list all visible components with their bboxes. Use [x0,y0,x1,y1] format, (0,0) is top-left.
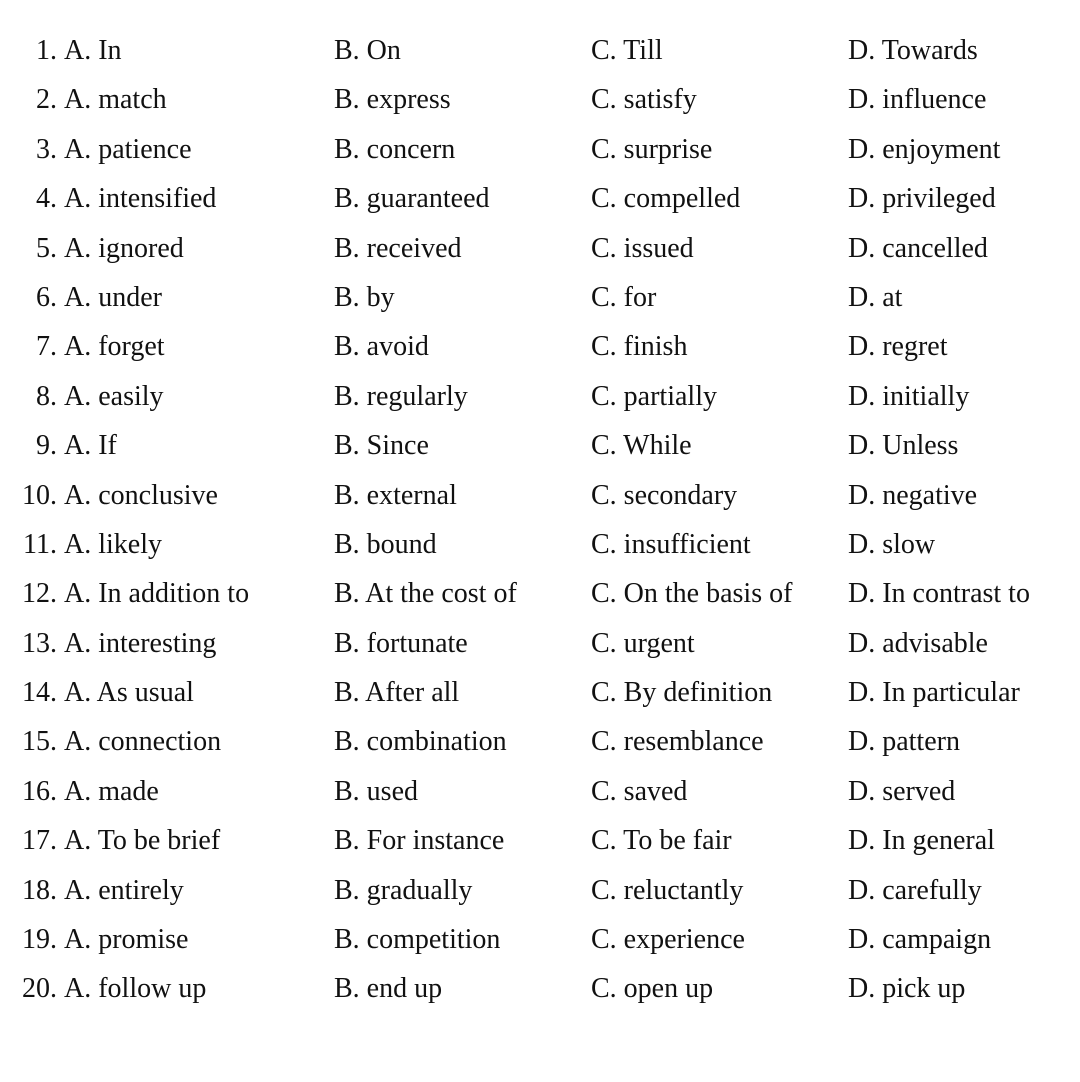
option-d: D. served [848,775,956,807]
question-row [0,322,1080,371]
question-row [0,174,1080,223]
option-b: B. received [334,232,462,264]
option-a: A. promise [64,924,189,956]
option-c: C. Till [591,35,663,66]
option-a: A. entirely [64,874,184,906]
question-number: 12. [22,578,57,610]
option-d: D. In general [848,825,995,857]
question-number: 9. [36,430,57,462]
option-c: C. surprise [591,133,713,165]
question-row [0,668,1080,717]
option-b: B. For instance [334,825,505,857]
option-d: D. at [848,281,903,313]
option-a: A. patience [64,133,192,165]
question-number: 13. [22,627,57,659]
option-b: B. guaranteed [334,183,490,215]
option-b: B. On [334,35,401,66]
option-c: C. resemblance [591,726,764,758]
option-c: C. On the basis of [591,578,793,610]
option-b: B. express [334,84,451,116]
question-row [0,866,1080,915]
option-d: D. negative [848,479,978,511]
question-row [0,520,1080,569]
option-c: C. compelled [591,183,741,215]
option-b: B. external [334,479,457,511]
option-b: B. by [334,281,395,313]
question-row [0,421,1080,470]
question-number: 6. [36,281,57,313]
question-row [0,816,1080,865]
option-c: C. issued [591,232,694,264]
option-d: D. carefully [848,874,982,906]
option-d: D. privileged [848,183,996,215]
option-c: C. finish [591,331,688,363]
option-b: B. At the cost of [334,578,517,610]
option-b: B. Since [334,430,429,462]
question-row [0,273,1080,322]
question-row [0,717,1080,766]
option-b: B. gradually [334,874,473,906]
option-d: D. initially [848,380,970,412]
option-b: B. used [334,775,418,807]
question-number: 11. [23,528,57,560]
option-b: B. competition [334,924,501,956]
option-d: D. Towards [848,35,978,66]
option-d: D. regret [848,331,948,363]
question-row [0,569,1080,618]
question-number: 2. [36,84,57,116]
question-number: 10. [22,479,57,511]
option-a: A. easily [64,380,164,412]
option-d: D. campaign [848,924,992,956]
question-number: 14. [22,677,57,709]
option-b: B. regularly [334,380,468,412]
option-c: C. reluctantly [591,874,744,906]
option-a: A. connection [64,726,222,758]
question-number: 4. [36,183,57,215]
option-a: A. intensified [64,183,217,215]
option-d: D. influence [848,84,987,116]
option-c: C. satisfy [591,84,697,116]
option-c: C. for [591,281,657,313]
question-row [0,964,1080,1013]
option-a: A. likely [64,528,162,560]
option-c: C. saved [591,775,688,807]
option-a: A. under [64,281,162,313]
option-a: A. ignored [64,232,184,264]
option-d: D. cancelled [848,232,988,264]
option-c: C. urgent [591,627,695,659]
option-a: A. In addition to [64,578,250,610]
question-number: 20. [22,973,57,1005]
question-number: 15. [22,726,57,758]
option-a: A. forget [64,331,165,363]
question-row [0,915,1080,964]
option-c: C. secondary [591,479,738,511]
option-b: B. After all [334,677,460,709]
option-c: C. partially [591,380,717,412]
option-a: A. To be brief [64,825,221,857]
question-number: 1. [36,35,57,66]
question-number: 7. [36,331,57,363]
option-c: C. While [591,430,692,462]
option-b: B. combination [334,726,507,758]
option-b: B. concern [334,133,456,165]
question-number: 16. [22,775,57,807]
option-c: C. open up [591,973,714,1005]
option-c: C. experience [591,924,745,956]
option-a: A. If [64,430,117,462]
option-d: D. enjoyment [848,133,1001,165]
question-row [0,125,1080,174]
option-d: D. pattern [848,726,960,758]
option-c: C. By definition [591,677,773,709]
question-row [0,471,1080,520]
question-number: 3. [36,133,57,165]
option-d: D. Unless [848,430,959,462]
question-number: 18. [22,874,57,906]
question-list [0,26,1080,1014]
option-b: B. fortunate [334,627,468,659]
option-b: B. end up [334,973,443,1005]
question-row [0,372,1080,421]
option-b: B. avoid [334,331,429,363]
question-row [0,75,1080,124]
option-b: B. bound [334,528,437,560]
question-number: 19. [22,924,57,956]
option-a: A. match [64,84,167,116]
question-row [0,767,1080,816]
option-d: D. In particular [848,677,1020,709]
option-a: A. In [64,35,122,66]
option-d: D. slow [848,528,936,560]
option-c: C. insufficient [591,528,751,560]
option-a: A. As usual [64,677,194,709]
option-a: A. follow up [64,973,207,1005]
question-row [0,26,1080,75]
question-number: 17. [22,825,57,857]
option-d: D. pick up [848,973,966,1005]
option-a: A. made [64,775,159,807]
question-number: 8. [36,380,57,412]
option-d: D. In contrast to [848,578,1030,610]
option-a: A. interesting [64,627,217,659]
option-c: C. To be fair [591,825,732,857]
question-number: 5. [36,232,57,264]
question-row [0,619,1080,668]
question-row [0,224,1080,273]
option-d: D. advisable [848,627,988,659]
option-a: A. conclusive [64,479,218,511]
